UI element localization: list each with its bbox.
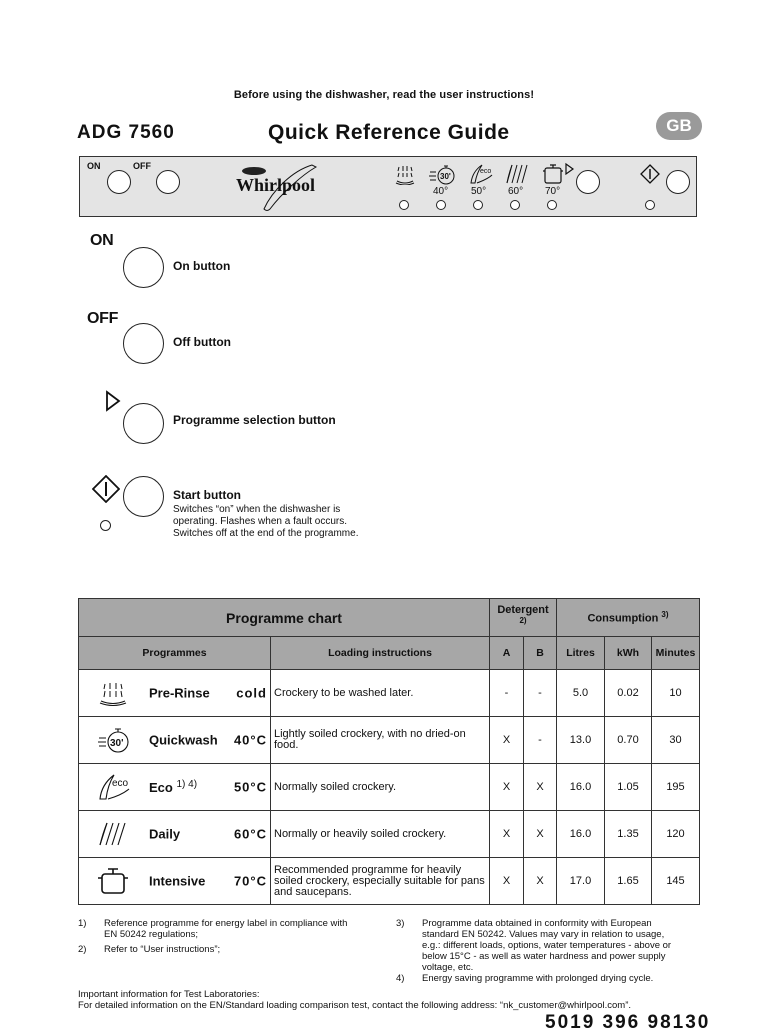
programme-name: Eco $^{1) 4)}$ — [149, 778, 198, 796]
detergent-b: - — [524, 670, 557, 717]
litres-value: 5.0 — [557, 670, 605, 717]
detergent-b: X — [524, 764, 557, 811]
col-programmes: Programmes — [79, 637, 271, 670]
quickwash-icon — [97, 726, 131, 754]
control-panel-illustration — [79, 156, 697, 217]
kwh-value: 0.70 — [605, 717, 652, 764]
programme-name: Pre-Rinse — [149, 685, 210, 701]
kwh-value: 1.35 — [605, 811, 652, 858]
svg-text:30': 30' — [440, 172, 451, 181]
panel-temp-70: 70° — [545, 186, 561, 197]
table-row — [79, 670, 700, 717]
table-row — [79, 811, 700, 858]
daily-icon — [504, 163, 528, 185]
table-row — [79, 717, 700, 764]
panel-temp-50: 50° — [471, 186, 487, 197]
detergent-a: X — [490, 858, 524, 905]
panel-temp-60: 60° — [508, 186, 524, 197]
svg-text:eco: eco — [480, 168, 492, 175]
panel-led — [547, 200, 557, 210]
minutes-value: 145 — [652, 858, 700, 905]
litres-value: 16.0 — [557, 811, 605, 858]
legend-start-led — [100, 520, 111, 531]
col-b: B — [524, 637, 557, 670]
panel-off-button — [156, 170, 180, 194]
col-kwh: kWh — [605, 637, 652, 670]
daily-icon — [97, 821, 129, 847]
programme-name: Daily — [149, 826, 181, 842]
loading-instructions: Lightly soiled crockery, with no dried-on food. — [271, 717, 490, 764]
col-minutes: Minutes — [652, 637, 700, 670]
consumption-header: Consumption $^{3)}$ — [557, 599, 700, 637]
panel-on-label: ON — [87, 161, 101, 171]
minutes-value: 10 — [652, 670, 700, 717]
panel-start-button — [666, 170, 690, 194]
loading-instructions: Recommended programme for heavily soiled crockery, especially suitable for pans and saucepans. — [271, 858, 490, 905]
legend-on-button — [123, 247, 164, 288]
pre-rinse-icon — [97, 680, 129, 706]
loading-instructions: Crockery to be washed later. — [271, 670, 490, 717]
programme-temp: cold — [236, 685, 267, 701]
model-number: ADG 7560 — [77, 122, 175, 143]
legend-programme-desc: Programme selection button — [173, 413, 336, 427]
language-badge: GB — [656, 112, 702, 140]
panel-start-led — [645, 200, 655, 210]
table-row — [79, 858, 700, 905]
legend-off-word: OFF — [87, 310, 119, 327]
whirlpool-logo — [232, 161, 342, 213]
detergent-a: - — [490, 670, 524, 717]
minutes-value: 120 — [652, 811, 700, 858]
loading-instructions: Normally or heavily soiled crockery. — [271, 811, 490, 858]
footnote-3: 3) Programme data obtained in conformity with European standard EN 50242. Values may vary in relation to usage, e.g.: different loads, options, water temperatures - above or below 15°C - as well as water hardness and power supply voltage, etc. — [396, 918, 672, 973]
legend-programme-button — [123, 403, 164, 444]
legend-off-desc: Off button — [173, 335, 231, 349]
chart-title: Programme chart — [79, 599, 490, 637]
panel-led — [510, 200, 520, 210]
programme-temp: 40°C — [233, 732, 267, 748]
programme-temp: 70°C — [233, 873, 267, 889]
document-code: 5019 396 98130 — [545, 1012, 711, 1033]
col-a: A — [490, 637, 524, 670]
svg-text:30': 30' — [110, 738, 124, 749]
legend-on-desc: On button — [173, 259, 231, 273]
intensive-icon — [97, 866, 129, 896]
pre-rinse-icon — [393, 163, 417, 185]
litres-value: 17.0 — [557, 858, 605, 905]
panel-on-button — [107, 170, 131, 194]
eco-icon — [468, 163, 494, 185]
eco-icon — [97, 773, 133, 801]
table-row — [79, 764, 700, 811]
page-title: Quick Reference Guide — [268, 121, 510, 144]
programme-chart — [78, 598, 700, 905]
kwh-value: 1.05 — [605, 764, 652, 811]
litres-value: 16.0 — [557, 764, 605, 811]
panel-off-label: OFF — [133, 161, 151, 171]
kwh-value: 1.65 — [605, 858, 652, 905]
programme-name: Quickwash — [149, 732, 218, 748]
minutes-value: 195 — [652, 764, 700, 811]
panel-led — [399, 200, 409, 210]
start-icon — [92, 475, 120, 503]
detergent-header: Detergent $^{2)}$ — [490, 599, 557, 637]
programme-temp: 60°C — [233, 826, 267, 842]
legend-start-button — [123, 476, 164, 517]
detergent-b: - — [524, 717, 557, 764]
intensive-icon — [542, 162, 576, 186]
quickwash-icon — [428, 162, 458, 186]
legend-off-button — [123, 323, 164, 364]
legend-on-word: ON — [90, 232, 114, 249]
svg-text:eco: eco — [112, 778, 129, 789]
col-loading: Loading instructions — [271, 637, 490, 670]
detergent-b: X — [524, 858, 557, 905]
footnote-2: 2) Refer to “User instructions”; — [78, 944, 221, 955]
programme-note: 1) 4) — [176, 778, 198, 790]
legend-start-detail: Switches “on” when the dishwasher is operating. Flashes when a fault occurs. Switches off at the end of the programme. — [173, 504, 359, 539]
programme-selection-icon — [104, 390, 122, 412]
col-litres: Litres — [557, 637, 605, 670]
detergent-a: X — [490, 764, 524, 811]
programme-name: Intensive — [149, 873, 206, 889]
panel-programme-button — [576, 170, 600, 194]
top-instruction-note: Before using the dishwasher, read the user instructions! — [233, 89, 535, 101]
start-symbol-icon — [640, 164, 660, 184]
whirlpool-logo-text: Whirlpool — [236, 175, 316, 195]
kwh-value: 0.02 — [605, 670, 652, 717]
minutes-value: 30 — [652, 717, 700, 764]
panel-temp-40: 40° — [433, 186, 449, 197]
loading-instructions: Normally soiled crockery. — [271, 764, 490, 811]
detergent-a: X — [490, 811, 524, 858]
lab-info: Important information for Test Laboratories: For detailed information on the EN/Standard loading comparison test, contact the following address: “nk_customer@whirlpool.com”. — [78, 989, 632, 1011]
footnote-4: 4) Energy saving programme with prolonged drying cycle. — [396, 973, 654, 984]
panel-led — [473, 200, 483, 210]
programme-temp: 50°C — [233, 779, 267, 795]
footnote-1: 1) Reference programme for energy label in compliance with EN 50242 regulations; — [78, 918, 348, 940]
litres-value: 13.0 — [557, 717, 605, 764]
detergent-a: X — [490, 717, 524, 764]
legend-start-desc: Start button — [173, 488, 241, 502]
detergent-b: X — [524, 811, 557, 858]
panel-led — [436, 200, 446, 210]
